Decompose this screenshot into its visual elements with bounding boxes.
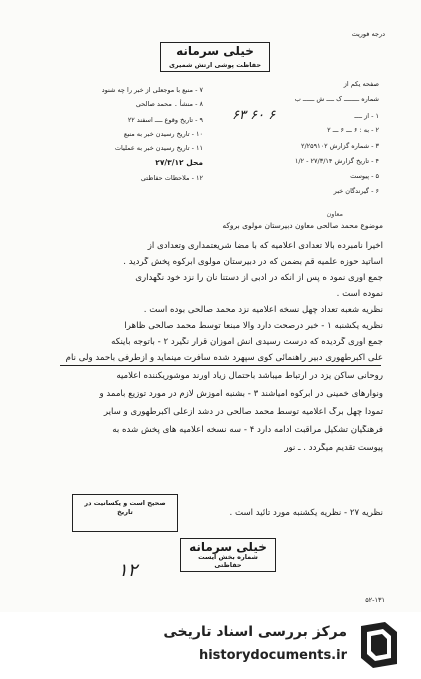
field-origin: ۸ - منشأ ۔ محمد صالحی <box>135 100 203 108</box>
footer-title: مرکز بررسی اسناد تاریخی <box>163 624 347 640</box>
body-line: روحانی ساکن یزد در ارتباط میباشد باحتمال زیاد آورند موشوریکننده اعلامیه <box>116 371 383 381</box>
body-line: اخیراً نامبرده بالا تعدادی اعلامیه که با مضا شریعتمداری وتعدادی از <box>147 241 383 251</box>
archive-logo-icon <box>355 620 403 670</box>
bottom-secret-stamp <box>180 538 276 572</box>
verification-stamp <box>72 494 178 532</box>
field-page: صفحه یکم از <box>343 80 379 88</box>
body-line: نظریه شعبه تعداد چهل نسخه اعلامیه نزد محمد صالحی بوده است . <box>143 305 383 315</box>
body-line: جمع آوری نمود ه پس از آنکه در ادبی از دستنا نآن را نزد خود نگهداری <box>135 273 383 283</box>
body-line: نموده است . <box>336 289 383 299</box>
body-line: نظریه یکشنبه ۱ - خبر درصحت دارد والا مبنعا توسط محمد صالحی ظاهراً <box>124 321 383 331</box>
body-line: پیوست تقدیم میگردد . ـ نور <box>284 443 383 453</box>
handwritten-recipient: ۶۳ ۶۰ ۶ <box>232 108 276 123</box>
subject-line: موضوع محمد صالحی معاون دبیرستان مولوی بروکه <box>222 221 383 230</box>
field-source: ۷ - منبع با موجعلی از خبر را چه شنود <box>101 86 203 94</box>
stamp-sub-text: شماره بخش ایست حفاظتی <box>198 553 258 569</box>
field-ops-date: ۱۱ - تاریخ رسیدن خبر به عملیات <box>114 144 203 152</box>
body-line: نظریه ۲۷ - نظریه یکشنبه مورد تائید است . <box>229 508 383 518</box>
field-attachment: ۵ - پیوست <box>350 172 379 180</box>
stamp-sub-text: حفاظت پوشی ارتش شمیری <box>168 61 262 69</box>
field-report-date: ۴ - تاریخ گزارش ۲۷/۳/۱۴ - ۱/۲ <box>294 157 379 165</box>
footer-banner <box>0 612 421 679</box>
field-from: ۱ - از ــــ <box>354 112 379 120</box>
stamp-main-text: خیلی سرمانه <box>176 44 254 58</box>
top-secret-stamp <box>160 42 270 72</box>
field-number: شماره ــــــــ ک ــــ ش ــــــ ب <box>294 95 379 103</box>
body-line: اساتید حوزه علمیه قم بضمن که در دبیرستان مولوی ابرکوه پخش گردید . <box>123 257 383 267</box>
verification-stamp-text: صحیح است و یکسانیت در تاریخ <box>84 499 166 516</box>
field-to: ۲ - به : ۶ ـــ ۶ ـــ ۲ <box>327 126 379 134</box>
field-recipients: ۶ - گیرندگان خبر <box>333 187 379 195</box>
field-report-number: ۳ - شماره گزارش ۲/۲۵۹۱۰۲ <box>300 142 379 150</box>
field-place-date: محل ۲۷/۳/۱۲ <box>155 158 203 167</box>
field-event-date: ۹ - تاریخ وقوع ــــ اسفند ۲۲ <box>127 116 203 124</box>
field-security-notes: ۱۲ - ملاحظات حفاظتی <box>140 174 203 182</box>
urgency-label: درجه فوریت <box>351 30 385 38</box>
document-code: ۵۲-۱۳۱ <box>365 596 385 604</box>
body-line: فرهنگیان تشکیل مراقبت ادامه دارد ۴ - سه نسخه اعلامیه های پخش شده به <box>112 425 383 435</box>
field-source-date: ۱۰ - تاریخ رسیدن خبر به منبع <box>123 130 203 138</box>
handwritten-mark: ۱۲ <box>118 560 138 581</box>
body-line: تمودا چهل برگ اعلامیه توسط محمد صالحی در دشد ازعلی اکبرطهوری و سایر <box>103 407 383 417</box>
subject-annotation: معاون <box>326 210 343 218</box>
underline-mark <box>60 365 381 366</box>
body-line: جمع آوری گردیده که درست رسیدی انش آموزان قرار نگیرد ۲ - باتوجه باینکه <box>111 337 383 347</box>
footer-url[interactable]: historydocuments.ir <box>198 648 347 663</box>
body-line: ونوارهای خمینی در ابرکوه امیاشند ۳ - بشنبه آموزش لازم در مورد توزیع باممد و <box>99 389 383 399</box>
stamp-main-text: خیلی سرمانه <box>189 540 267 554</box>
body-line: علی اکبرطهوری دبیر راهنمائی کوی سپهرد شده سافرت مینماید و ازطرفی باحمد ولی نام <box>65 353 383 363</box>
